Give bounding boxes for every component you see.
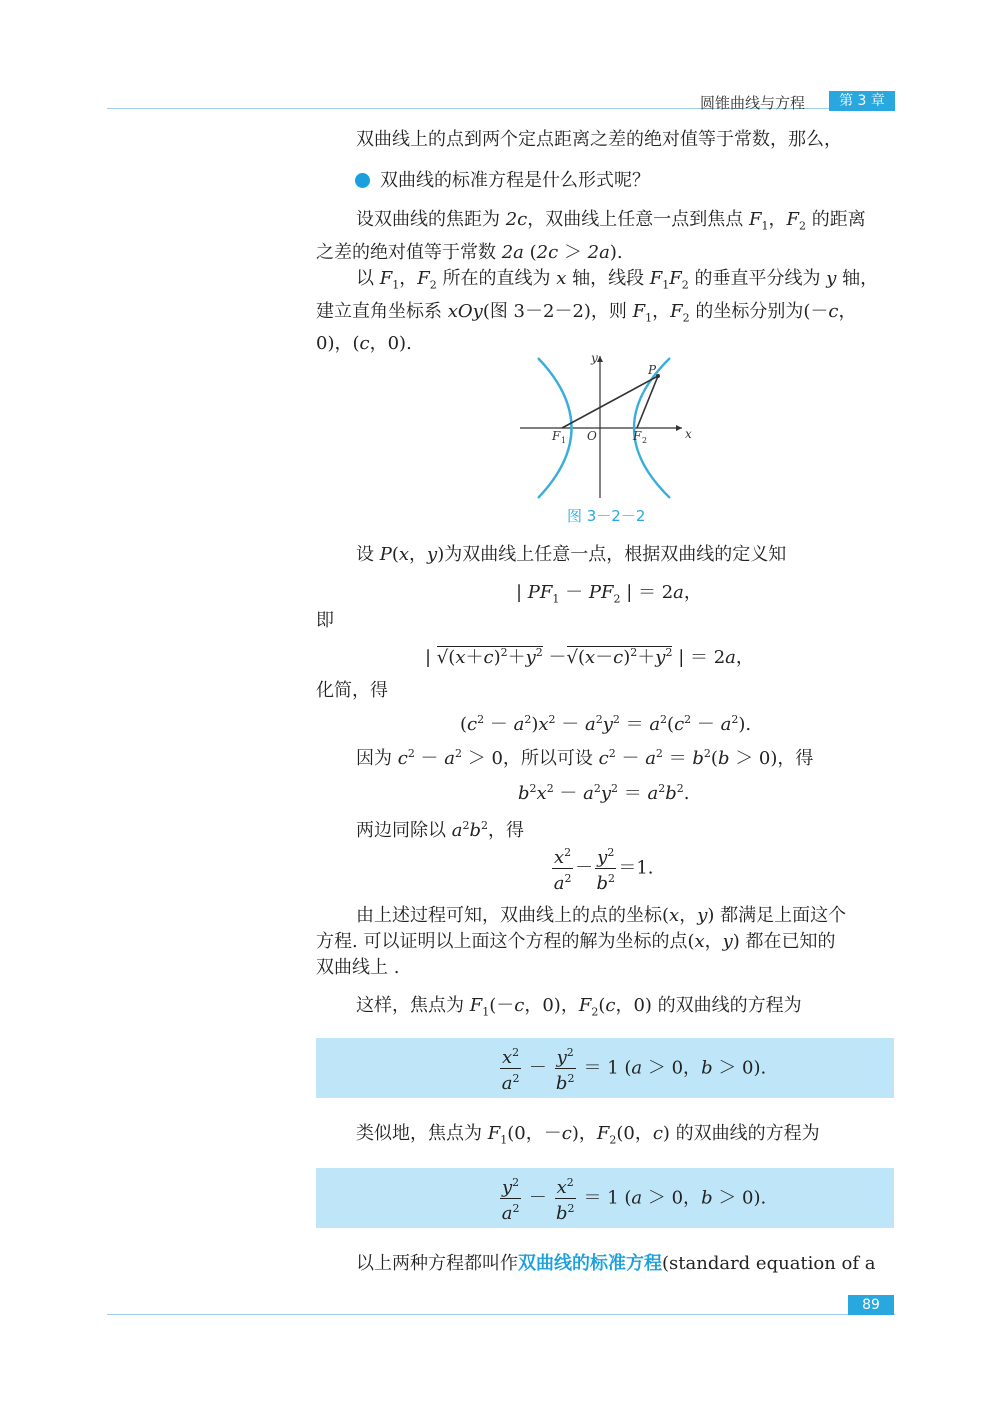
standard-equation-y: $\frac{y^2}{a^2}$ － $\frac{x^2}{b^2}$ ＝ 1 (a ＞ 0，b ＞ 0). (498, 1173, 766, 1224)
paragraph-foci-y: 类似地，焦点为 $F_1(0$，－c)，$F_2(0$，c) 的双曲线的方程为 (356, 1123, 820, 1147)
fig-label-F1: F (552, 429, 561, 443)
key-term: 双曲线的标准方程 (518, 1253, 662, 1274)
page-number: 89 (848, 1295, 894, 1315)
running-header-title: 圆锥曲线与方程 (700, 94, 806, 112)
fig-label-P: P (648, 363, 657, 377)
paragraph-focal-distance: 设双曲线的焦距为 2c，双曲线上任意一点到焦点 $F_1$，$F_2$ 的距离 之差的绝对值等于常数 2a (2c ＞ 2a). (316, 209, 866, 263)
hyperbola-figure (510, 348, 710, 500)
equation-result: $\frac{x^2}{a^2}$ － $\frac{y^2}{b^2}$ ＝1. (550, 843, 654, 894)
text-ji: 即 (316, 610, 334, 631)
paragraph-definition-term: 以上两种方程都叫作双曲线的标准方程(standard equation of a (356, 1253, 876, 1274)
fig-label-x: x (685, 427, 692, 441)
question-heading: 双曲线的标准方程是什么形式呢？ (380, 170, 650, 191)
chapter-badge: 第 3 章 (829, 91, 895, 111)
paragraph-foci-x: 这样，焦点为 $F_1(-c$，0)，$F_2(c$，0) 的双曲线的方程为 (356, 995, 802, 1019)
paragraph-coordinate-system: 以 $F_1$，$F_2$ 所在的直线为 x 轴，线段 $F_1F_2$ 的垂直平分线为 y 轴， 建立直角坐标系 xOy(图 3－2－2)，则 $F_1$，$F_2$ 的坐标分别为(－c， 0)，(c，0). (316, 268, 879, 355)
svg-text:1: 1 (561, 436, 567, 445)
equation-distance: | $√(x+c)^2+y^2 -√(x-c)^2+y^2$ | ＝ 2a， (425, 646, 754, 668)
paragraph-because: 因为 $c^2 - a^2 > 0$，所以可设 $c^2 - a^2 = b^2(b > 0)$，得 (356, 747, 814, 769)
equation-b: $b^2x^2 - a^2y^2 = a^2b^2$. (518, 782, 690, 804)
text-simplify: 化简，得 (316, 680, 388, 701)
bullet-dot-icon (355, 173, 370, 188)
svg-text:2: 2 (642, 436, 648, 445)
fig-label-y: y (591, 351, 598, 365)
intro-paragraph: 双曲线上的点到两个定点距离之差的绝对值等于常数，那么， (356, 129, 842, 150)
fig-label-F2: F (633, 429, 642, 443)
paragraph-conclusion: 由上述过程可知，双曲线上的点的坐标(x，y) 都满足上面这个 方程. 可以证明以上面这个方程的解为坐标的点(x，y) 都在已知的 双曲线上 . (316, 905, 847, 978)
equation-simplified: $(c^2 - a^2)x^2 - a^2y^2 = a^2(c^2 - a^2)$. (460, 713, 752, 735)
standard-equation-x: $\frac{x^2}{a^2}$ － $\frac{y^2}{b^2}$ ＝ 1 (a ＞ 0，b ＞ 0). (498, 1043, 766, 1094)
paragraph-point-P: 设 P(x，y)为双曲线上任意一点，根据双曲线的定义知 (356, 544, 787, 565)
figure-caption: 图 3－2－2 (567, 507, 646, 525)
equation-definition: | $PF_1 - PF_2$ | ＝ 2a， (516, 582, 702, 606)
paragraph-divide: 两边同除以 $a^2b^2$，得 (356, 819, 524, 841)
fig-label-O: O (587, 429, 597, 443)
footer-rule (107, 1314, 895, 1315)
